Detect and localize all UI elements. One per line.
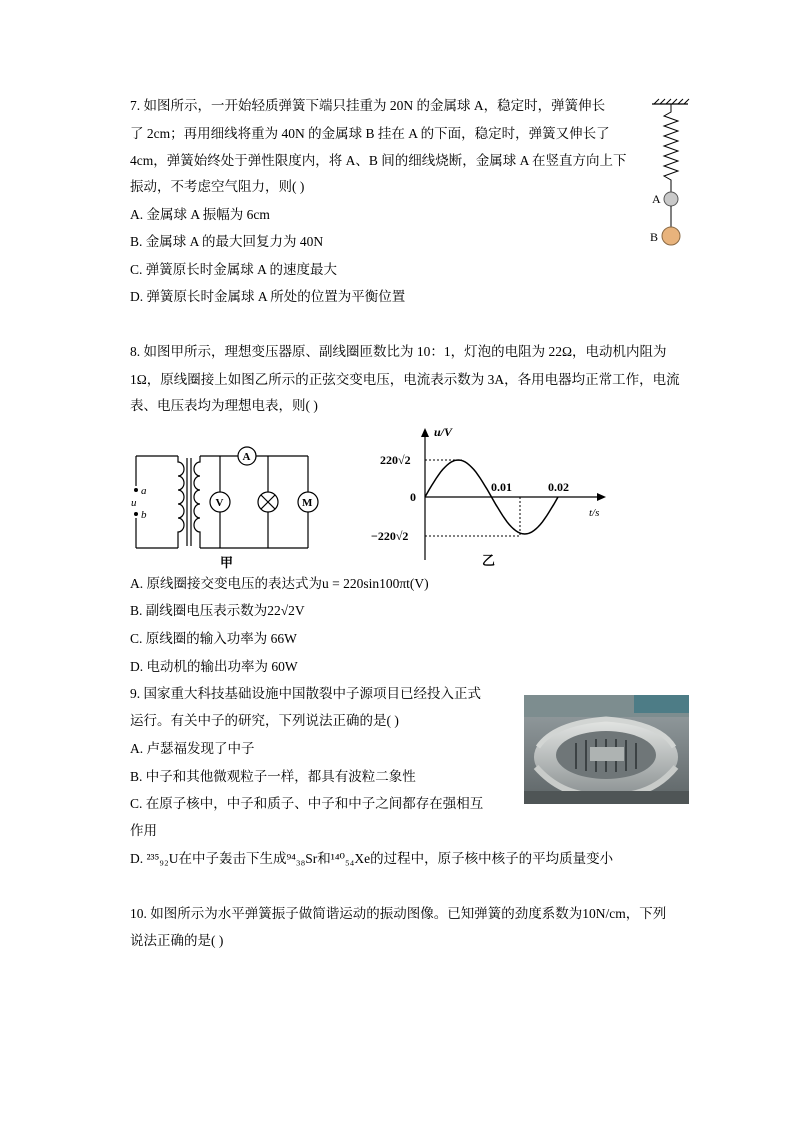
spring-figure (640, 98, 700, 248)
voltage-u-label: u (131, 497, 137, 509)
tick-label-0-01: 0.01 (491, 480, 512, 494)
q7-option-b: B. 金属球 A 的最大回复力为 40N (130, 234, 324, 249)
q7-stem-line-3: 4cm，弹簧始终处于弹性限度内，将 A、B 间的细线烧断，金属球 A 在竖直方向上下 (130, 153, 627, 168)
q8-stem-line-2: 1Ω，原线圈接上如图乙所示的正弦交变电压，电流表示数为 3A，各用电器均正常工作，电流 (130, 372, 680, 387)
q8-option-c: C. 原线圈的输入功率为 66W (130, 631, 297, 646)
lamp-icon (258, 492, 278, 512)
q7-stem-line-1: 7. 如图所示，一开始轻质弹簧下端只挂重为 20N 的金属球 A，稳定时，弹簧伸长 (130, 98, 606, 113)
q7-option-d: D. 弹簧原长时金属球 A 所处的位置为平衡位置 (130, 289, 406, 304)
y-axis-label: u/V (434, 425, 453, 439)
ball-b (662, 227, 680, 245)
ball-a (664, 192, 678, 206)
q9-option-a: A. 卢瑟福发现了中子 (130, 741, 255, 756)
q8-option-b: B. 副线圈电压表示数为22√2V (130, 603, 305, 618)
sine-graph (368, 420, 618, 570)
q8-option-a: A. 原线圈接交变电压的表达式为u = 220sin100πt(V) (130, 576, 429, 591)
q7-option-a: A. 金属球 A 振幅为 6cm (130, 207, 270, 222)
terminal-a-label: a (141, 485, 147, 497)
q7-stem-line-2: 了 2cm；再用细线将重为 40N 的金属球 B 挂在 A 的下面，稳定时，弹簧又伸长了 (130, 126, 610, 141)
motor-label: M (302, 497, 313, 509)
circuit-caption: 甲 (220, 555, 234, 570)
q9-option-c-cont: 作用 (130, 823, 157, 838)
q9-option-b: B. 中子和其他微观粒子一样，都具有波粒二象性 (130, 769, 416, 784)
q9-option-d: D. ²³⁵₉₂U在中子轰击下生成⁹⁴₃₈Sr和¹⁴⁰₅₄Xe的过程中，原子核中核子的平均质量变小 (130, 851, 614, 866)
q8-stem-line-3: 表、电压表均为理想电表，则( ) (130, 398, 318, 413)
label-ball-b: B (650, 230, 659, 244)
neutron-source-photo (524, 695, 689, 804)
voltmeter-label: V (215, 497, 224, 509)
q10-stem-line-2: 说法正确的是( ) (130, 933, 224, 948)
circuit-diagram (128, 438, 328, 570)
label-ball-a: A (652, 192, 661, 206)
q8-option-d: D. 电动机的输出功率为 60W (130, 659, 298, 674)
q9-stem-line-1: 9. 国家重大科技基础设施中国散裂中子源项目已经投入正式 (130, 686, 481, 701)
ammeter-label: A (242, 451, 251, 463)
origin-label: 0 (410, 490, 416, 504)
y-max-label: 220√2 (380, 453, 411, 467)
q10-stem-line-1: 10. 如图所示为水平弹簧振子做简谐运动的振动图像。已知弹簧的劲度系数为10N/cm，下列 (130, 906, 667, 921)
tick-label-0-02: 0.02 (548, 480, 569, 494)
graph-caption: 乙 (482, 553, 496, 568)
q7-option-c: C. 弹簧原长时金属球 A 的速度最大 (130, 262, 338, 277)
y-min-label: −220√2 (371, 529, 409, 543)
terminal-b-label: b (141, 509, 147, 521)
q9-stem-line-2: 运行。有关中子的研究，下列说法正确的是( ) (130, 713, 399, 728)
q7-stem-line-4: 振动，不考虑空气阻力，则( ) (130, 179, 305, 194)
x-axis-label: t/s (589, 507, 600, 519)
q9-option-c: C. 在原子核中，中子和质子、中子和中子之间都存在强相互 (130, 796, 484, 811)
q8-stem-line-1: 8. 如图甲所示，理想变压器原、副线圈匝数比为 10：1，灯泡的电阻为 22Ω，电动机内阻为 (130, 344, 667, 359)
